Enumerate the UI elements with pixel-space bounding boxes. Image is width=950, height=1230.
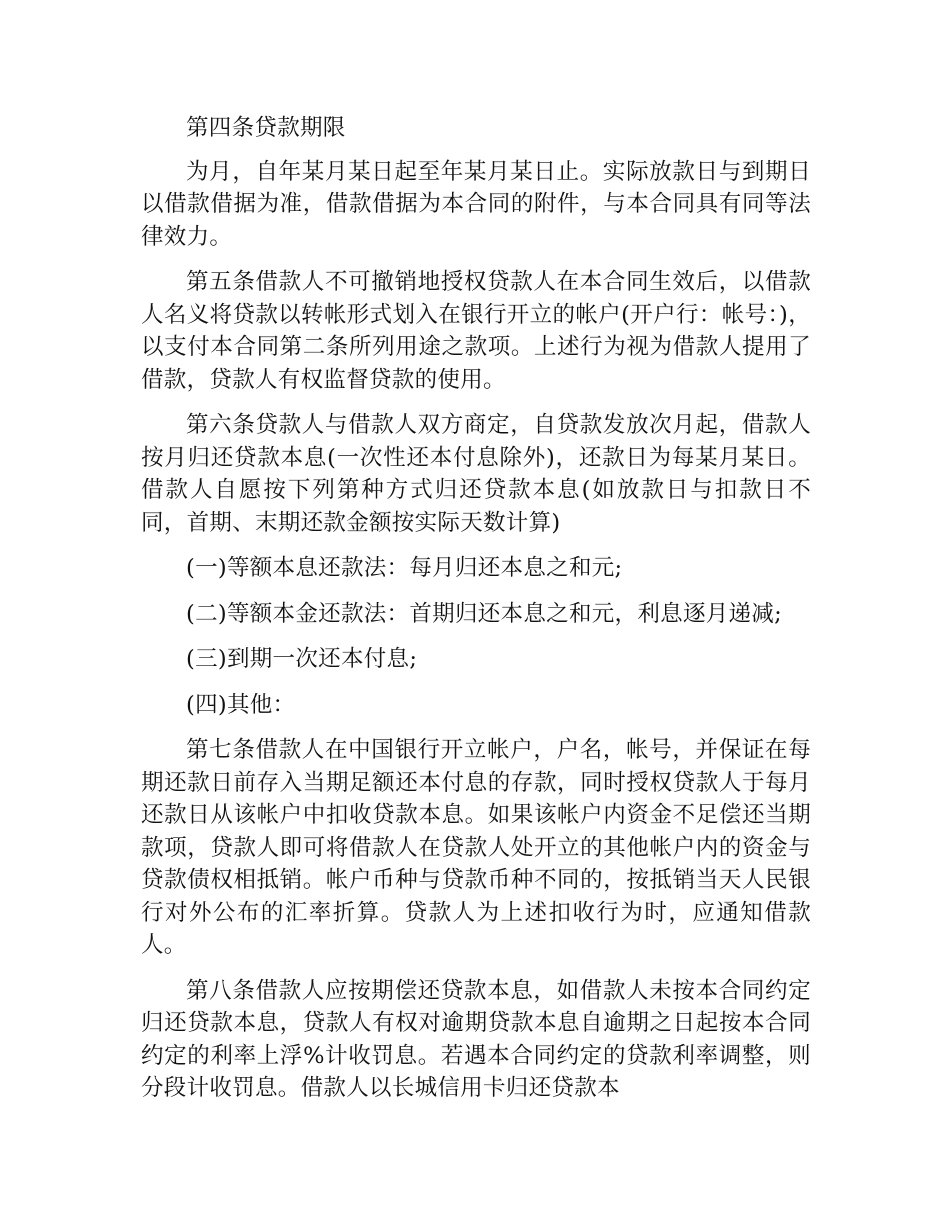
repayment-option-1: (一)等额本息还款法：每月归还本息之和元; bbox=[186, 555, 623, 581]
article-4-paragraph: 为月，自年某月某日起至年某月某日止。实际放款日与到期日以借款借据为准，借款借据为本合同的附件，与本合同具有同等法律效力。 bbox=[141, 158, 811, 250]
article-4-heading: 第四条贷款期限 bbox=[186, 115, 346, 141]
document-body bbox=[141, 112, 811, 1118]
article-6-paragraph: 第六条贷款人与借款人双方商定，自贷款发放次月起，借款人按月归还贷款本息(一次性还本付息除外)，还款日为每某月某日。借款人自愿按下列第种方式归还贷款本息(如放款日与扣款日不同，首期、末期还款金额按实际天数计算) bbox=[141, 412, 811, 536]
article-7-paragraph: 第七条借款人在中国银行开立帐户，户名，帐号，并保证在每期还款日前存入当期足额还本付息的存款，同时授权贷款人于每月还款日从该帐户中扣收贷款本息。如果该帐户内资金不足偿还当期款项，贷款人即可将借款人在贷款人处开立的其他帐户内的资金与贷款债权相抵销。帐户币种与贷款币种不同的，按抵销当天人民银行对外公布的汇率折算。贷款人为上述扣收行为时，应通知借款人。 bbox=[141, 737, 811, 958]
article-5-paragraph: 第五条借款人不可撤销地授权贷款人在本合同生效后，以借款人名义将贷款以转帐形式划入在银行开立的帐户(开户行：帐号：)，以支付本合同第二条所列用途之款项。上述行为视为借款人提用了借款，贷款人有权监督贷款的使用。 bbox=[141, 269, 811, 393]
article-8-paragraph: 第八条借款人应按期偿还贷款本息，如借款人未按本合同约定归还贷款本息，贷款人有权对逾期贷款本息自逾期之日起按本合同约定的利率上浮%计收罚息。若遇本合同约定的贷款利率调整，则分段计收罚息。借款人以长城信用卡归还贷款本 bbox=[141, 977, 811, 1101]
repayment-option-3: (三)到期一次还本付息; bbox=[186, 646, 418, 672]
repayment-option-4: (四)其他： bbox=[186, 691, 296, 718]
repayment-option-2: (二)等额本金还款法：首期归还本息之和元，利息逐月递减; bbox=[186, 600, 783, 627]
